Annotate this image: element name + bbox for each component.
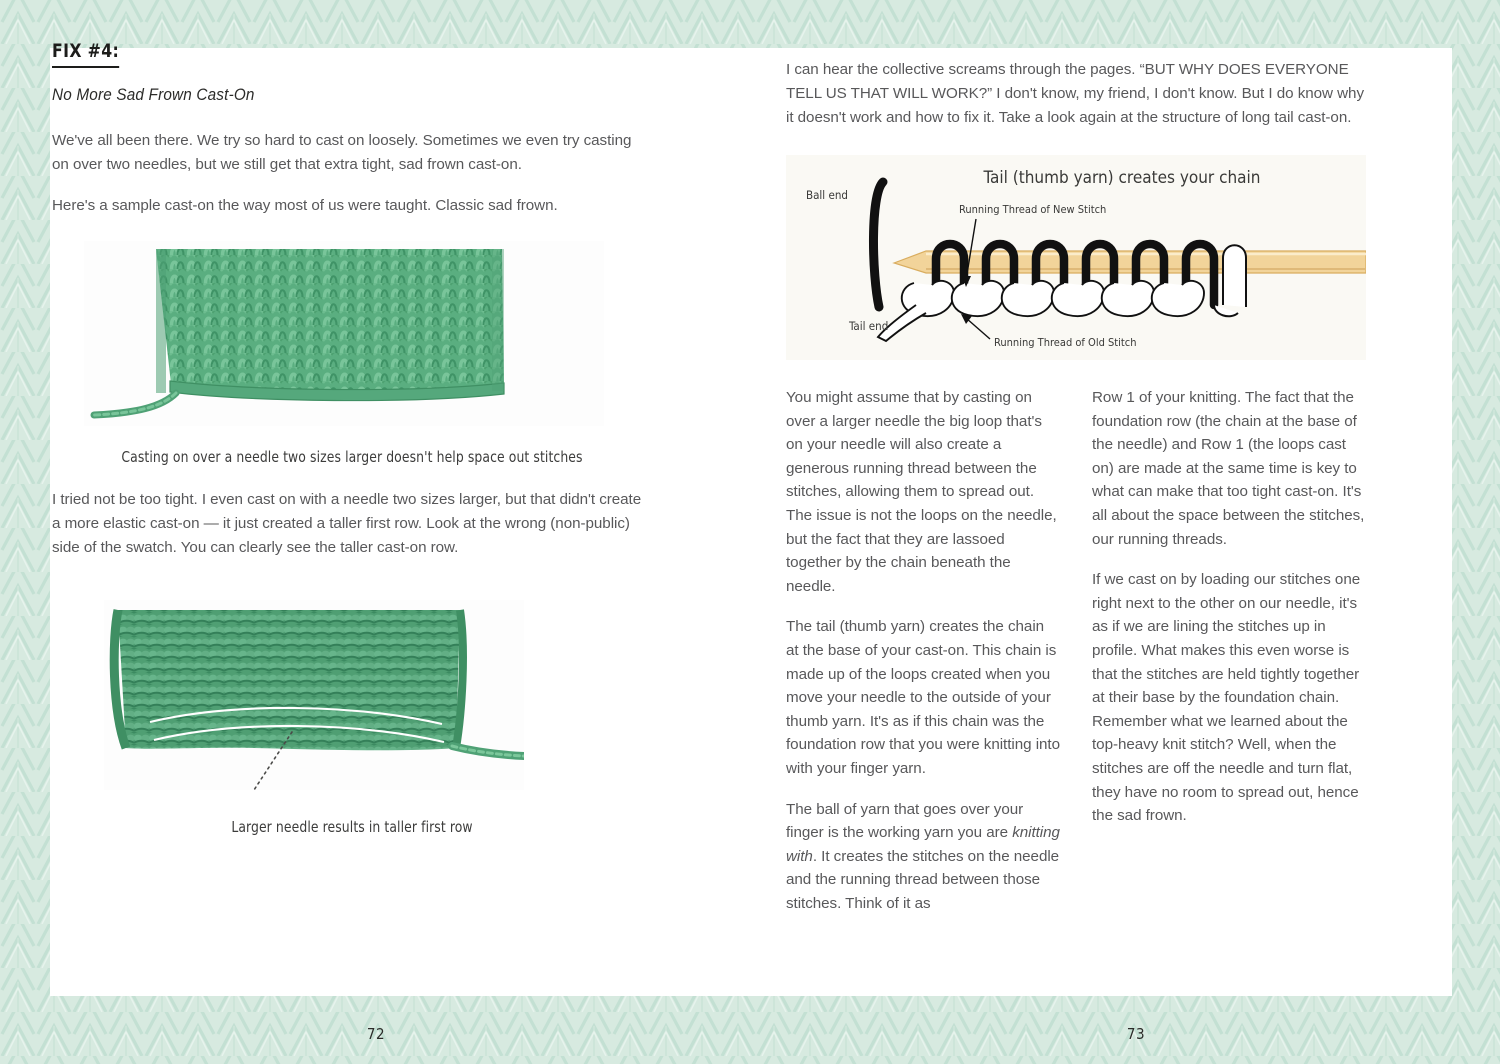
paragraph: I can hear the collective screams through the pages. “BUT WHY DOES EVERYONE TELL US THAT WILL WORK?” I don't know, my friend, I don't know. But I do know why it doesn't work and how to fix it. Take a look again at the structure of long tail cast-on.	[786, 61, 1364, 126]
paragraph: Here's a sample cast-on the way most of us were taught. Classic sad frown.	[52, 197, 558, 214]
paragraph: Row 1 of your knitting. The fact that the foundation row (the chain at the base of the needle) and Row 1 (the loops cast on) are made at the same time is key to what can make that too tight cast-on. It's all about the space between the stitches, our running threads.	[1092, 389, 1365, 548]
page-subtitle: No More Sad Frown Cast-On	[52, 85, 255, 104]
paragraph-lead: The ball of yarn that goes over your finger is the working yarn you are	[786, 800, 1024, 842]
tail-end-label: Tail end	[849, 319, 889, 333]
running-thread-new-label: Running Thread of New Stitch	[959, 203, 1107, 216]
knit-swatch-wrong-side-photo	[104, 600, 524, 790]
paragraph: If we cast on by loading our stitches one right next to the other on our needle, it's as if we are lining the stitches up in profile. What makes this even worse is that the stitches are held tightly together at their base by the foundation chain. Remember what we learned about the top-heavy knit stitch? Well, when the stitches are off the needle and turn flat, they have no room to spread out, hence the sad frown.	[1092, 571, 1361, 825]
text-column-left	[786, 386, 1060, 915]
page-number-left: 72	[366, 1025, 386, 1043]
text-column-right	[1092, 386, 1366, 915]
italic-phrase: knitting with	[786, 824, 1060, 865]
paragraph: The tail (thumb yarn) creates the chain at the base of your cast-on. This chain is made up of the loops created when you move your needle to the outside of your thumb yarn. It's as if this chain was the foundation row that you were knitting into with your finger yarn.	[786, 618, 1060, 777]
figure-2-caption-wrap	[52, 796, 652, 844]
left-page-content	[52, 40, 652, 844]
ball-end-label: Ball end	[806, 188, 848, 202]
fix-heading	[52, 40, 652, 68]
right-page-content	[786, 58, 1366, 915]
intro-paragraphs	[52, 129, 652, 218]
paragraph-tail: . It creates the stitches on the needle and the running thread between those stitches. Think of it as	[786, 847, 1060, 912]
knit-swatch-right-side-photo	[84, 241, 604, 426]
page-number-right: 73	[1126, 1025, 1146, 1043]
right-page-text-columns	[786, 386, 1366, 915]
paragraph-with-italic	[786, 798, 1060, 916]
fix-heading-text: FIX #4:	[52, 40, 119, 68]
paragraph: We've all been there. We try so hard to cast on loosely. Sometimes we even try casting on over two needles, but we still get that extra tight, sad frown cast-on.	[52, 132, 632, 173]
diagram-title: Tail (thumb yarn) creates your chain	[983, 168, 1261, 188]
figure-2-caption: Larger needle results in taller first row	[231, 818, 473, 836]
paragraph: I tried not be too tight. I even cast on with a needle two sizes larger, but that didn't create a more elastic cast-on — it just created a taller first row. Look at the wrong (non-public) side of the swatch. You can clearly see the taller cast-on row.	[52, 491, 642, 556]
long-tail-cast-on-structure-diagram	[786, 155, 1366, 360]
paragraph: You might assume that by casting on over a larger needle the big loop that's on your needle will also create a generous running thread between the stitches, allowing them to spread out. The issue is not the loops on the needle, but the fact that they are lassoed together by the chain beneath the needle.	[786, 389, 1057, 595]
running-thread-old-label: Running Thread of Old Stitch	[994, 336, 1137, 349]
figure-1-caption: Casting on over a needle two sizes larger doesn't help space out stitches	[121, 448, 583, 466]
